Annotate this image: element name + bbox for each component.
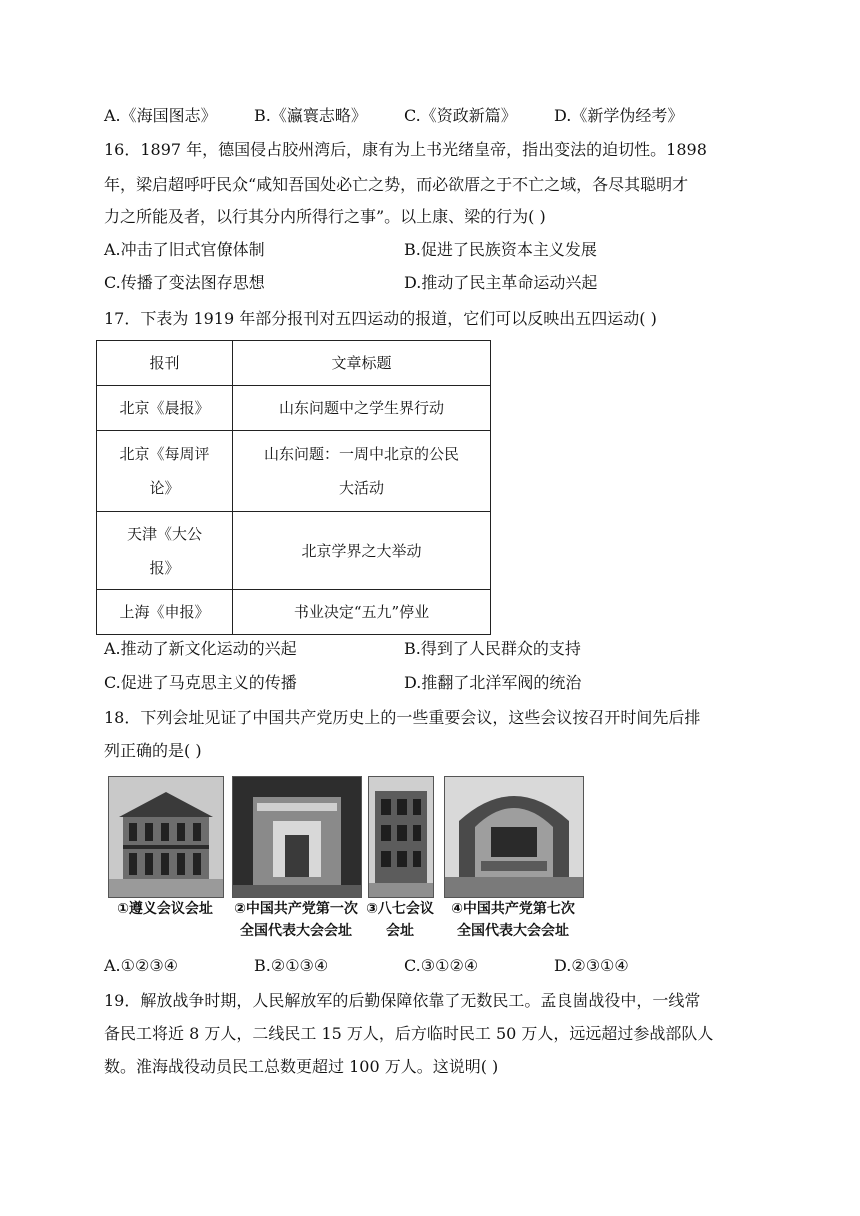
zunyi-caption: ①遵义会议会址 <box>117 901 213 917</box>
first-congress-site-photo <box>232 776 362 898</box>
table-cell-newspaper: 天津《大公 报》 <box>97 512 233 590</box>
q17-newspaper-table <box>96 340 491 635</box>
seventh-congress-caption: ④中国共产党第七次 全国代表大会会址 <box>451 901 575 939</box>
q18-option-c[interactable]: C.③①②④ <box>404 956 479 975</box>
q15-option-b[interactable]: B.《瀛寰志略》 <box>254 106 367 125</box>
first-congress-caption: ②中国共产党第一次 全国代表大会会址 <box>234 901 358 939</box>
q16-option-d[interactable]: D.推动了民主革命运动兴起 <box>404 273 598 292</box>
table-cell-title: 山东问题中之学生界行动 <box>233 386 491 431</box>
q17-option-b[interactable]: B.得到了人民群众的支持 <box>404 639 581 658</box>
q16-option-c[interactable]: C.传播了变法图存思想 <box>104 273 265 292</box>
q18-option-d[interactable]: D.②③①④ <box>554 956 629 975</box>
q16-option-b[interactable]: B.促进了民族资本主义发展 <box>404 240 597 259</box>
seventh-congress-site-photo <box>444 776 584 898</box>
q17-stem: 17．下表为 1919 年部分报刊对五四运动的报道，它们可以反映出五四运动( ) <box>104 309 657 328</box>
q16-option-a[interactable]: A.冲击了旧式官僚体制 <box>104 240 265 259</box>
q19-stem-line-2: 备民工将近 8 万人，二线民工 15 万人，后方临时民工 50 万人，远远超过参战部队人 <box>104 1024 714 1043</box>
q18-stem-line-2: 列正确的是( ) <box>104 741 202 760</box>
table-cell-newspaper: 北京《每周评 论》 <box>97 431 233 512</box>
q18-option-a[interactable]: A.①②③④ <box>104 956 179 975</box>
q18-option-b[interactable]: B.②①③④ <box>254 956 329 975</box>
q16-stem-line-3: 力之所能及者，以行其分内所得行之事”。以上康、梁的行为( ) <box>104 207 546 226</box>
q15-option-d[interactable]: D.《新学伪经考》 <box>554 106 684 125</box>
table-cell-newspaper: 北京《晨报》 <box>97 386 233 431</box>
q17-option-a[interactable]: A.推动了新文化运动的兴起 <box>104 639 297 658</box>
q16-stem-line-1: 16．1897 年，德国侵占胶州湾后，康有为上书光绪皇帝，指出变法的迫切性。1898 <box>104 140 707 159</box>
q15-option-a[interactable]: A.《海国图志》 <box>104 106 217 125</box>
august-seventh-meeting-site-photo <box>368 776 434 898</box>
table-cell-newspaper: 上海《申报》 <box>97 590 233 635</box>
q17-option-c[interactable]: C.促进了马克思主义的传播 <box>104 673 297 692</box>
table-cell-title: 北京学界之大举动 <box>233 512 491 590</box>
q15-option-c[interactable]: C.《资政新篇》 <box>404 106 517 125</box>
table-row <box>97 590 491 635</box>
table-cell-title: 山东问题：一周中北京的公民 大活动 <box>233 431 491 512</box>
table-header-cell: 报刊 <box>97 341 233 386</box>
q19-stem-line-1: 19．解放战争时期，人民解放军的后勤保障依靠了无数民工。孟良崮战役中，一线常 <box>104 991 701 1010</box>
q19-stem-line-3: 数。淮海战役动员民工总数更超过 100 万人。这说明( ) <box>104 1057 499 1076</box>
august-seventh-caption: ③八七会议 会址 <box>366 901 434 939</box>
table-header-cell: 文章标题 <box>233 341 491 386</box>
q16-stem-line-2: 年，梁启超呼吁民众“咸知吾国处必亡之势，而必欲厝之于不亡之域，各尽其聪明才 <box>104 175 689 194</box>
table-row <box>97 512 491 590</box>
q17-option-d[interactable]: D.推翻了北洋军阀的统治 <box>404 673 582 692</box>
table-header-row <box>97 341 491 386</box>
zunyi-meeting-site-photo <box>108 776 224 898</box>
table-cell-title: 书业决定“五九”停业 <box>233 590 491 635</box>
q18-stem-line-1: 18．下列会址见证了中国共产党历史上的一些重要会议，这些会议按召开时间先后排 <box>104 708 701 727</box>
table-row <box>97 386 491 431</box>
table-row <box>97 431 491 512</box>
